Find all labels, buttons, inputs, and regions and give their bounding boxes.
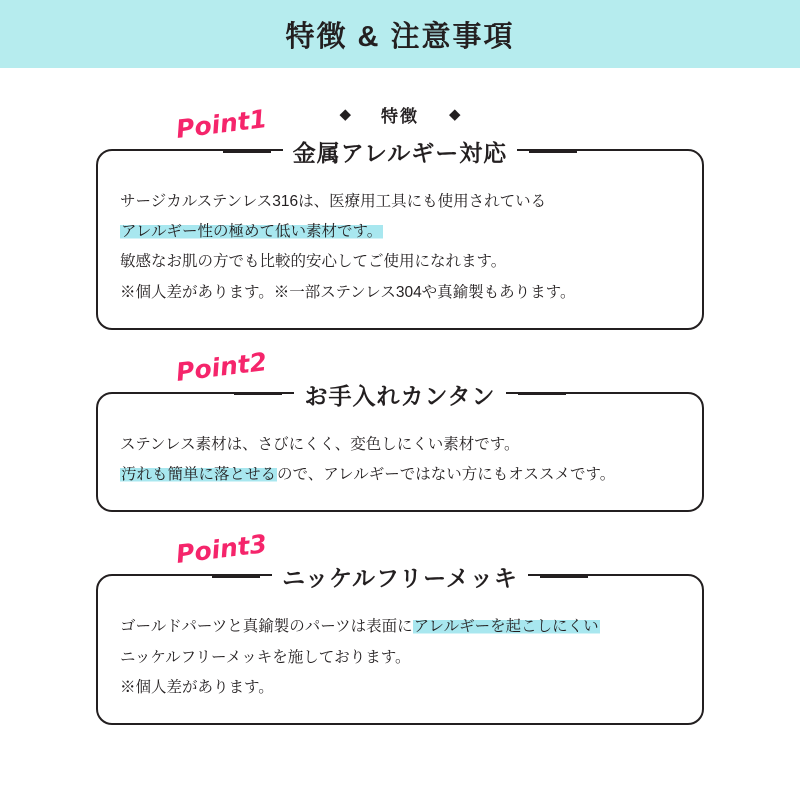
point-badge-word-1: Point [174,106,252,144]
body-text: ので、アレルギーではない方にもオススメです。 [277,466,616,484]
point-card-body-3 [120,612,680,703]
body-line [120,612,680,642]
diamond-left-icon: ◆ [339,106,351,123]
title-rule-left-2 [234,393,282,395]
point-card-box-1 [96,140,704,330]
body-line [120,430,680,460]
point-card-title-3: ニッケルフリーメッキ [272,560,528,593]
point-card-box-3 [96,565,704,725]
diamond-right-icon: ◆ [449,106,461,123]
point-badge-number-2: 2 [247,346,269,378]
body-text-highlighted: アレルギーを起こしにくい [413,618,599,636]
page-header [0,0,800,68]
point-card-title-row-3 [98,560,702,593]
body-text: ※個人差があります。※一部ステンレス304や真鍮製もあります。 [120,283,576,301]
point-card-body-2 [120,430,680,490]
title-rule-left-3 [212,576,260,578]
section-heading [0,102,800,127]
body-text-highlighted: 汚れも簡単に落とせる [121,466,277,484]
title-rule-right-2 [518,393,566,395]
point-card-2 [96,346,704,512]
point-badge-number-3: 3 [247,529,269,561]
body-line [120,278,680,308]
point-badge-number-1: 1 [247,104,269,136]
body-line [120,643,680,673]
body-text: サージカルステンレス316は、医療用工具にも使用されている [120,193,547,210]
section-heading-label: 特徴 [381,107,419,126]
body-text: 敏感なお肌の方でも比較的安心してご使用になれます。 [120,253,507,271]
point-card-title-row-1 [98,135,702,168]
point-badge-word-3: Point [174,531,252,570]
body-text: ニッケルフリーメッキを施しております。 [120,648,411,666]
body-text: ゴールドパーツと真鍮製のパーツは表面に [120,618,413,636]
body-text-highlighted: アレルギー性の極めて低い素材です。 [121,223,383,241]
point-badge-word-2: Point [174,349,252,387]
body-line [120,187,680,217]
point-card-title-row-2 [98,378,702,411]
point-card-title-1: 金属アレルギー対応 [283,135,518,168]
title-rule-right-1 [529,151,577,153]
point-card-body-1 [120,187,680,308]
body-line [120,673,680,703]
point-card-3 [96,529,704,725]
point-card-title-2: お手入れカンタン [294,378,505,411]
title-rule-right-3 [540,576,588,578]
page-title: 特徴 & 注意事項 [285,20,515,53]
body-text: ※個人差があります。 [120,678,274,696]
point-card-box-2 [96,382,704,512]
body-line [120,460,680,490]
body-line [120,217,680,247]
title-rule-left-1 [223,151,271,153]
body-line [120,247,680,277]
body-text: ステンレス素材は、さびにくく、変色しにくい素材です。 [120,435,520,453]
